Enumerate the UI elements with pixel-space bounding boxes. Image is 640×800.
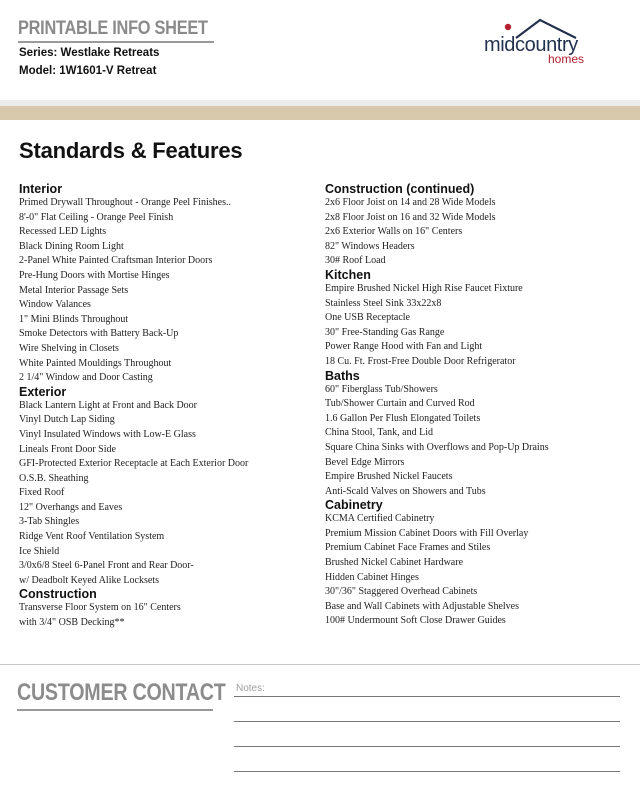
feature-item: Base and Wall Cabinets with Adjustable Shelves [325, 600, 519, 612]
feature-item: 82" Windows Headers [325, 240, 415, 252]
feature-group-heading: Cabinetry [325, 498, 383, 513]
notes-label: Notes: [236, 683, 265, 694]
feature-item: Ice Shield [19, 545, 60, 557]
feature-item: Premium Cabinet Face Frames and Stiles [325, 542, 491, 554]
page-header [0, 0, 640, 100]
feature-item: 2 1/4" Window and Door Casting [19, 372, 153, 384]
notes-line[interactable] [234, 746, 620, 747]
midcountry-logo [478, 14, 608, 74]
contact-divider [0, 664, 640, 665]
feature-group-heading: Construction [19, 587, 97, 602]
feature-item: Primed Drywall Throughout - Orange Peel Finishes.. [19, 197, 232, 208]
feature-item: Tub/Shower Curtain and Curved Rod [325, 398, 475, 410]
feature-item: 12" Overhangs and Eaves [19, 501, 123, 513]
feature-item: Black Dining Room Light [19, 240, 124, 252]
feature-group-heading: Interior [19, 182, 63, 196]
feature-item: 2x8 Floor Joist on 16 and 32 Wide Models [325, 211, 496, 223]
header-band [0, 106, 640, 120]
right-feature-column [325, 183, 625, 629]
notes-line[interactable] [234, 721, 620, 722]
notes-line[interactable] [234, 696, 620, 697]
feature-group-heading: Kitchen [325, 267, 371, 282]
feature-item: 8'-0" Flat Ceiling - Orange Peel Finish [19, 211, 174, 223]
feature-item: Hidden Cabinet Hinges [325, 571, 419, 583]
feature-item: 2x6 Floor Joist on 14 and 28 Wide Models [325, 197, 496, 208]
feature-item: Premium Mission Cabinet Doors with Fill Overlay [325, 527, 529, 539]
contact-title-underline [17, 709, 213, 711]
feature-item: O.S.B. Sheathing [19, 472, 89, 484]
customer-contact-title: CUSTOMER CONTACT [17, 679, 226, 706]
feature-item: 60" Fiberglass Tub/Showers [325, 383, 438, 395]
feature-item: Window Valances [19, 299, 91, 311]
feature-item: Brushed Nickel Cabinet Hardware [325, 557, 464, 569]
title-underline [18, 41, 214, 43]
left-feature-column [19, 183, 319, 631]
feature-item: 2-Panel White Painted Craftsman Interior Doors [19, 255, 213, 267]
feature-item: Smoke Detectors with Battery Back-Up [19, 328, 179, 340]
feature-item: 3-Tab Shingles [19, 516, 80, 528]
feature-group-heading: Construction (continued) [325, 182, 475, 196]
feature-item: 30" Free-Standing Gas Range [325, 326, 445, 338]
model-label: Model: 1W1601-V Retreat [19, 65, 157, 77]
feature-item: Pre-Hung Doors with Mortise Hinges [19, 269, 170, 281]
feature-item: Metal Interior Passage Sets [19, 284, 129, 296]
feature-group-heading: Baths [325, 368, 360, 383]
section-title: Standards & Features [19, 138, 243, 163]
feature-item: 2x6 Exterior Walls on 16" Centers [325, 226, 463, 238]
feature-item: Empire Brushed Nickel High Rise Faucet Fixture [325, 282, 523, 294]
feature-item: Black Lantern Light at Front and Back Door [19, 399, 198, 411]
feature-item: 1" Mini Blinds Throughout [19, 313, 129, 325]
feature-item: Stainless Steel Sink 33x22x8 [325, 297, 442, 309]
feature-item: Lineals Front Door Side [19, 443, 116, 455]
notes-line[interactable] [234, 771, 620, 772]
feature-item: 100# Undermount Soft Close Drawer Guides [325, 615, 506, 627]
feature-item: Anti-Scald Valves on Showers and Tubs [325, 485, 486, 497]
feature-item: Fixed Roof [19, 487, 65, 499]
feature-item: 30# Roof Load [325, 255, 386, 267]
feature-item: 18 Cu. Ft. Frost-Free Double Door Refrigerator [325, 355, 516, 367]
feature-item: Square China Sinks with Overflows and Pop-Up Drains [325, 441, 549, 453]
feature-item: Vinyl Dutch Lap Siding [19, 414, 115, 426]
logo-subtitle: homes [548, 52, 585, 66]
feature-item: 1.6 Gallon Per Flush Elongated Toilets [325, 412, 481, 424]
feature-item: KCMA Certified Cabinetry [325, 513, 435, 525]
feature-item: w/ Deadbolt Keyed Alike Locksets [19, 574, 159, 586]
feature-item: 3/0x6/8 Steel 6-Panel Front and Rear Door- [19, 560, 194, 572]
feature-item: Empire Brushed Nickel Faucets [325, 471, 453, 483]
feature-item: 30"/36" Staggered Overhead Cabinets [325, 586, 478, 598]
feature-item: Transverse Floor System on 16" Centers [19, 602, 181, 614]
feature-item: GFI-Protected Exterior Receptacle at Each Exterior Door [19, 458, 249, 470]
feature-item: Vinyl Insulated Windows with Low-E Glass [19, 428, 196, 440]
feature-item: with 3/4" OSB Decking** [19, 617, 125, 629]
feature-item: White Painted Mouldings Throughout [19, 357, 172, 369]
feature-item: Power Range Hood with Fan and Light [325, 341, 483, 353]
feature-group-heading: Exterior [19, 384, 67, 399]
logo-wordmark: midcountry [484, 34, 578, 56]
feature-item: Bevel Edge Mirrors [325, 456, 405, 468]
feature-item: China Stool, Tank, and Lid [325, 427, 433, 439]
feature-item: Recessed LED Lights [19, 226, 107, 238]
sheet-title: PRINTABLE INFO SHEET [18, 18, 208, 39]
feature-item: One USB Receptacle [325, 312, 410, 324]
feature-item: Ridge Vent Roof Ventilation System [19, 531, 165, 543]
feature-item: Wire Shelving in Closets [19, 342, 119, 354]
series-label: Series: Westlake Retreats [19, 47, 160, 59]
